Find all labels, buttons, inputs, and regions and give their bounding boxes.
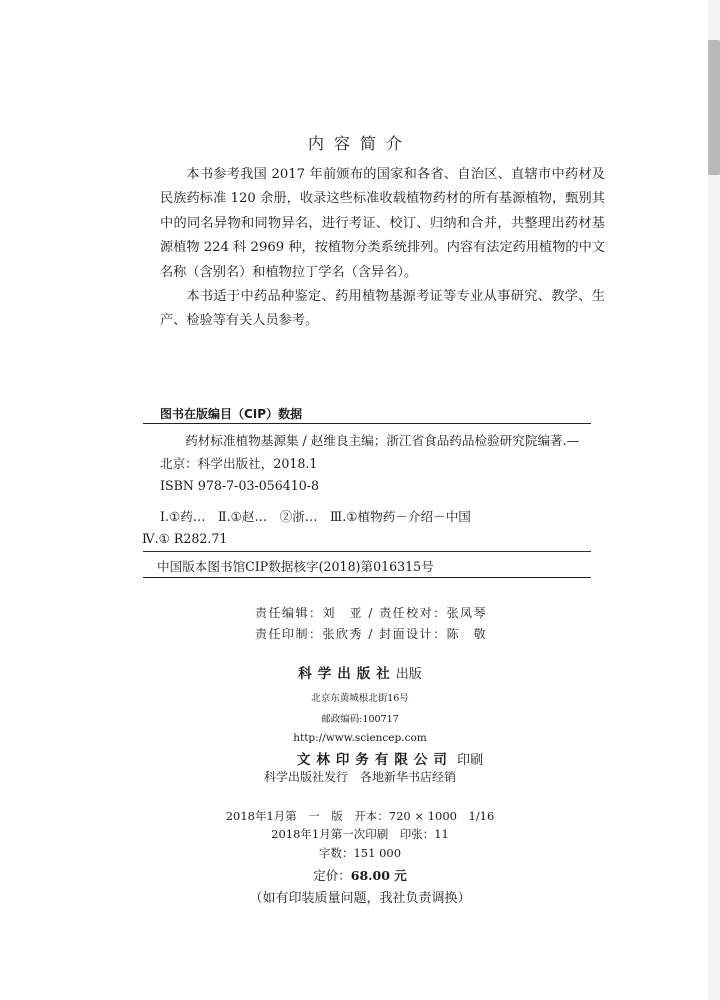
- intro-paragraph: 本书参考我国 2017 年前颁布的国家和各省、自治区、直辖市中药材及民族药标准 120 余册，收录这些标准收载植物药材的所有基源植物，甄别其中的同名异物和同物异名，进行考证、校订、归纳和合并，共整理出药材基源植物 224 科 2969 种，按植物分类系统排列。内容有法定药用植物的中文名称（含别名）和植物拉丁学名（含异名）。: [160, 167, 605, 280]
- publisher-address: 北京东黄城根北街16号: [311, 693, 409, 704]
- publisher-url: http://www.sciencep.com: [293, 732, 427, 744]
- quality-notice: （如有印装质量问题，我社负责调换）: [249, 891, 471, 906]
- intro-paragraph: 本书适于中药品种鉴定、药用植物基源考证等专业从事研究、教学、生产、检验等有关人员参考。: [160, 289, 605, 329]
- printer-name: 文林印务有限公司: [296, 752, 453, 768]
- edition-info: 2018年1月第 一 版 开本：720 × 1000 1/16: [225, 809, 495, 823]
- intro-text: [160, 163, 605, 334]
- publisher-postcode: 邮政编码:100717: [321, 714, 399, 725]
- cip-top-rule: [143, 423, 591, 424]
- distribution: 科学出版社发行 各地新华书店经销: [263, 770, 456, 784]
- cip-header: 图书在版编目（CIP）数据: [160, 407, 303, 421]
- publisher-line: [0, 662, 720, 682]
- cip-classification: Ⅳ.① R282.71: [142, 531, 228, 546]
- cip-record: [142, 430, 590, 551]
- price-value: 68.00 元: [350, 868, 407, 883]
- price-label: 定价：: [313, 868, 351, 883]
- publisher-name: 科学出版社: [298, 666, 396, 682]
- cip-classification: Ⅰ.①药… Ⅱ.①赵… ②浙… Ⅲ.①植物药－介绍－中国: [160, 508, 471, 524]
- printing-info: 2018年1月第一次印刷 印张：11: [271, 827, 449, 841]
- printer-line: [0, 748, 720, 768]
- cip-number: 中国版本图书馆CIP数据核字(2018)第016315号: [157, 559, 434, 574]
- cip-record-text: 药材标准植物基源集 / 赵维良主编；浙江省食品药品检验研究院编著.—北京：科学出版社，2018.1: [160, 433, 580, 471]
- cip-mid-rule: [143, 551, 591, 552]
- cip-isbn: ISBN 978-7-03-056410-8: [160, 478, 320, 493]
- intro-title: 内容简介: [307, 134, 412, 153]
- credits-line: 责任编辑：刘 亚 / 责任校对：张凤琴: [255, 606, 488, 620]
- credits-line: 责任印制：张欣秀 / 封面设计：陈 敬: [255, 627, 488, 641]
- cip-bottom-rule: [143, 577, 591, 578]
- price: [0, 866, 720, 884]
- printer-suffix: 印刷: [457, 753, 484, 768]
- credits: [255, 603, 487, 645]
- publisher-suffix: 出版: [395, 667, 422, 682]
- scroll-thumb[interactable]: [708, 40, 720, 175]
- word-count: 字数：151 000: [318, 846, 402, 860]
